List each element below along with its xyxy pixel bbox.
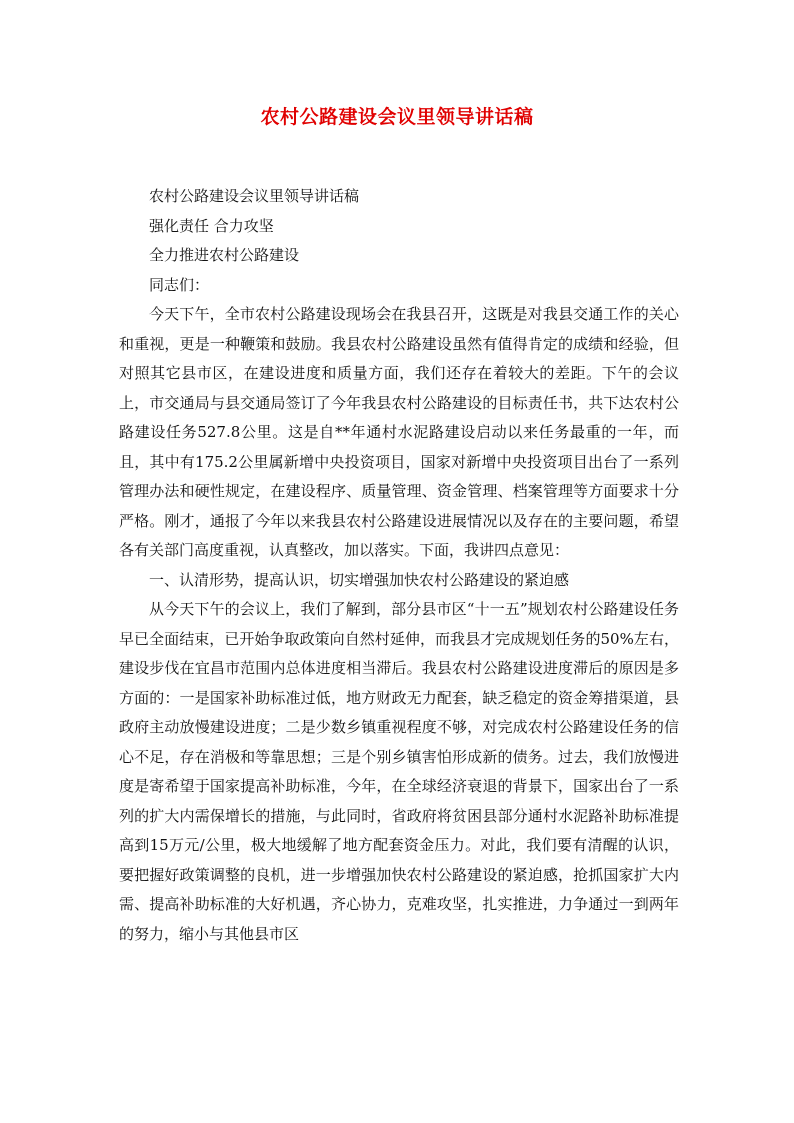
salutation: 同志们： <box>149 275 210 294</box>
slogan-line-1: 强化责任 合力攻坚 <box>149 216 274 235</box>
section-1-paragraph: 从今天下午的会议上，我们了解到，部分县市区“十一五”规划农村公路建设任务早已全面结束，已开始争取政策向自然村延伸，而我县才完成规划任务的50%左右，建设步伐在宜昌市范围内总体进度相当滞后。我县农村公路建设进度滞后的原因是多方面的：一是国家补助标准过低，地方财政无力配套，缺乏稳定的资金筹措渠道，县政府主动放慢建设进度；二是少数乡镇重视程度不够，对完成农村公路建设任务的信心不足，存在消极和等靠思想；三是个别乡镇害怕形成新的债务。过去，我们放慢进度是寄希望于国家提高补助标准，今年，在全球经济衰退的背景下，国家出台了一系列的扩大内需保增长的措施，与此同时，省政府将贫困县部分通村水泥路补助标准提高到15万元/公里，极大地缓解了地方配套资金压力。对此，我们要有清醒的认识，要把握好政策调整的良机，进一步增强加快农村公路建设的紧迫感，抢抓国家扩大内需、提高补助标准的大好机遇，齐心协力，克难攻坚，扎实推进，力争通过一到两年的努力，缩小与其他县市区 <box>119 600 679 943</box>
slogan-line-2: 全力推进农村公路建设 <box>149 246 300 264</box>
section-heading-1: 一、认清形势，提高认识，切实增强加快农村公路建设的紧迫感 <box>149 570 570 589</box>
document-body <box>119 182 679 949</box>
intro-paragraph: 今天下午，全市农村公路建设现场会在我县召开，这既是对我县交通工作的关心和重视，更是一种鞭策和鼓励。我县农村公路建设虽然有值得肯定的成绩和经验，但对照其它县市区，在建设进度和质量方面，我们还存在着较大的差距。下午的会议上，市交通局与县交通局签订了今年我县农村公路建设的目标责任书，共下达农村公路建设任务527.8公里。这是自**年通村水泥路建设启动以来任务最重的一年，而且，其中有175.2公里属新增中央投资项目，国家对新增中央投资项目出台了一系列管理办法和硬性规定，在建设程序、质量管理、资金管理、档案管理等方面要求十分严格。刚才，通报了今年以来我县农村公路建设进展情况以及存在的主要问题，希望各有关部门高度重视，认真整改，加以落实。下面，我讲四点意见： <box>119 305 679 559</box>
subtitle-paragraph: 农村公路建设会议里领导讲话稿 <box>149 187 360 205</box>
document-title: 农村公路建设会议里领导讲话稿 <box>260 106 534 128</box>
